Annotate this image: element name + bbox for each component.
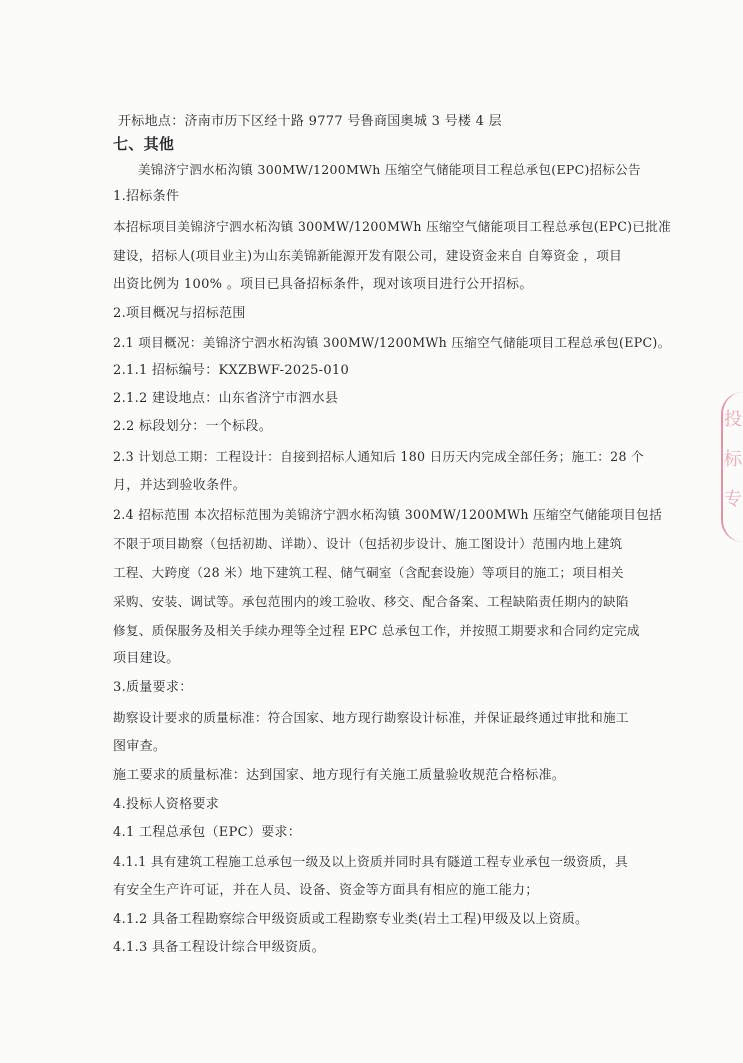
lot-division-line: 2.2 标段划分：一个标段。 bbox=[113, 419, 273, 434]
section-heading-other: 七、其他 bbox=[113, 135, 175, 153]
stamp-char: 专 bbox=[724, 489, 742, 510]
paragraph-line: 工程、大跨度（28 米）地下建筑工程、储气硐室（含配套设施）等项目的施工；项目相关 bbox=[113, 565, 624, 580]
paragraph-line: 4.1.2 具备工程勘察综合甲级资质或工程勘察专业类(岩土工程)甲级及以上资质。 bbox=[113, 912, 589, 927]
paragraph-line: 修复、质保服务及相关手续办理等全过程 EPC 总承包工作，并按照工期要求和合同约定完成 bbox=[113, 623, 640, 638]
section-4-heading: 4.投标人资格要求 bbox=[113, 797, 220, 812]
paragraph-line: 建设，招标人(项目业主)为山东美锦新能源开发有限公司，建设资金来自 自筹资金 ，项目 bbox=[113, 248, 622, 263]
paragraph-line: 项目建设。 bbox=[113, 651, 180, 666]
paragraph-line: 2.4 招标范围 本次招标范围为美锦济宁泗水柘沟镇 300MW/1200MWh 压缩空气储能项目包括 bbox=[113, 507, 662, 522]
bid-number-line: 2.1.1 招标编号：KXZBWF-2025-010 bbox=[113, 363, 350, 378]
stamp-char: 标 bbox=[724, 449, 742, 470]
stamp-char: 投 bbox=[724, 409, 742, 430]
section-2-heading: 2.项目概况与招标范围 bbox=[113, 306, 246, 321]
section-3-heading: 3.质量要求： bbox=[113, 680, 193, 695]
bid-opening-location: 开标地点：济南市历下区经十路 9777 号鲁商国奥城 3 号楼 4 层 bbox=[118, 114, 502, 129]
paragraph-line: 出资比例为 100% 。项目已具备招标条件，现对该项目进行公开招标。 bbox=[113, 277, 533, 292]
paragraph-line: 施工要求的质量标准：达到国家、地方现行有关施工质量验收规范合格标准。 bbox=[113, 768, 566, 783]
section-1-heading: 1.招标条件 bbox=[113, 189, 180, 204]
site-location-line: 2.1.2 建设地点：山东省济宁市泗水县 bbox=[113, 391, 339, 406]
red-seal-stamp bbox=[721, 392, 743, 542]
paragraph-line: 勘察设计要求的质量标准：符合国家、地方现行勘察设计标准，并保证最终通过审批和施工 bbox=[113, 710, 629, 725]
paragraph-line: 4.1.1 具有建筑工程施工总承包一级及以上资质并同时具有隧道工程专业承包一级资质，具 bbox=[113, 854, 628, 869]
paragraph-line: 采购、安装、调试等。承包范围内的竣工验收、移交、配合备案、工程缺陷责任期内的缺陷 bbox=[113, 594, 629, 609]
paragraph-line: 不限于项目勘察（包括初勘、详勘）、设计（包括初步设计、施工图设计）范围内地上建筑 bbox=[113, 536, 623, 551]
paragraph-line: 有安全生产许可证，并在人员、设备、资金等方面具有相应的施工能力； bbox=[113, 883, 539, 898]
announcement-title: 美锦济宁泗水柘沟镇 300MW/1200MWh 压缩空气储能项目工程总承包(EPC)招标公告 bbox=[138, 162, 641, 177]
paragraph-line: 2.3 计划总工期：工程设计：自接到招标人通知后 180 日历天内完成全部任务；施工：28 个 bbox=[113, 449, 644, 464]
paragraph-line: 2.1 项目概况：美锦济宁泗水柘沟镇 300MW/1200MWh 压缩空气储能项目工程总承包(EPC)。 bbox=[113, 335, 671, 350]
paragraph-line: 4.1.3 具备工程设计综合甲级资质。 bbox=[113, 940, 325, 955]
paragraph-line: 月，并达到验收条件。 bbox=[113, 478, 247, 493]
paragraph-line: 本招标项目美锦济宁泗水柘沟镇 300MW/1200MWh 压缩空气储能项目工程总承包(EPC)已批准 bbox=[113, 219, 672, 234]
paragraph-line: 图审查。 bbox=[113, 739, 167, 754]
subsection-heading: 4.1 工程总承包（EPC）要求： bbox=[113, 825, 302, 840]
